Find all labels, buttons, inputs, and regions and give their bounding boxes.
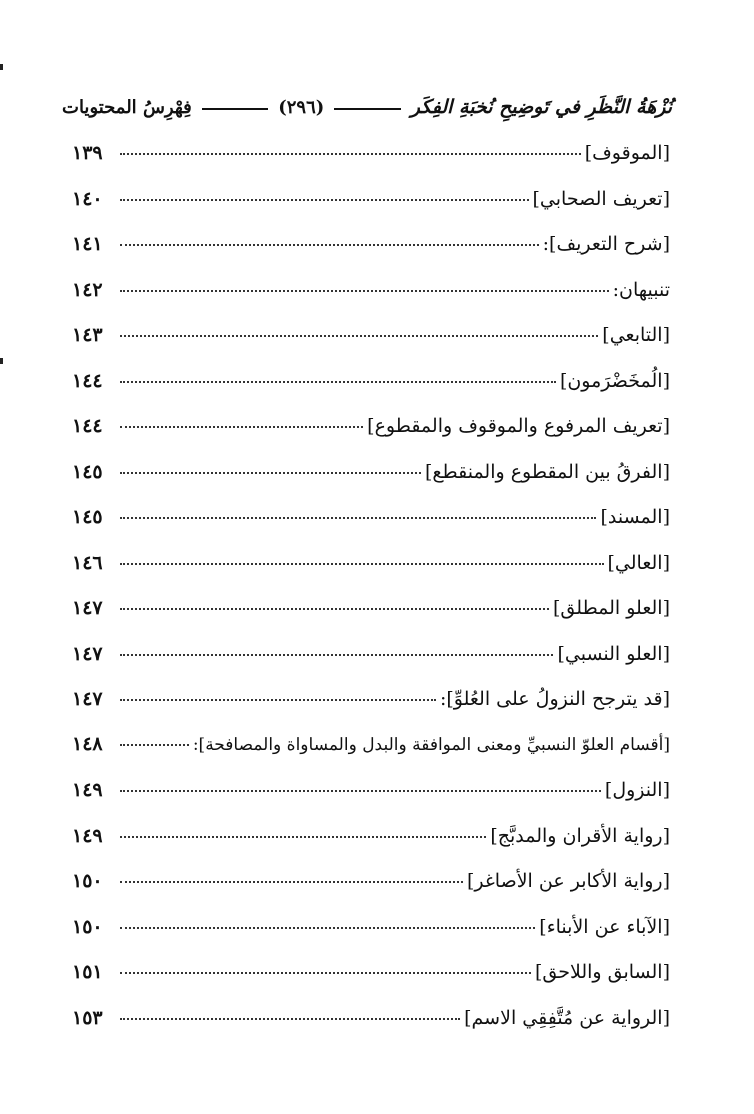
table-of-contents [72, 138, 670, 1048]
toc-entry [72, 1003, 670, 1049]
dot-leader [120, 199, 529, 201]
dot-leader [120, 881, 463, 883]
toc-entry [72, 502, 670, 548]
toc-entry-title: [العلو المطلق] [553, 597, 670, 619]
toc-entry-page: ١٤٥ [72, 506, 103, 528]
toc-entry-title: [الفرقُ بين المقطوع والمنقطع] [424, 460, 670, 483]
toc-entry-title: تنبيهان: [612, 278, 670, 301]
toc-entry-title: [الآباء عن الأبناء] [539, 915, 670, 938]
toc-entry-page: ١٤٢ [72, 278, 103, 301]
scan-edge-mark-top [0, 64, 3, 70]
toc-entry-title: [السابق واللاحق] [535, 961, 670, 983]
toc-entry-title: [العالي] [607, 551, 670, 574]
toc-entry-title: [التابعي] [602, 324, 670, 346]
dot-leader [120, 836, 486, 838]
toc-entry-page: ١٥٣ [72, 1006, 103, 1029]
toc-entry-title: [رواية الأكابر عن الأصاغر] [466, 870, 670, 892]
toc-entry-page: ١٤٤ [72, 369, 103, 392]
toc-entry [72, 957, 670, 1003]
dot-leader [120, 608, 549, 610]
toc-entry-title: [العلو النسبي] [557, 642, 670, 665]
toc-entry [72, 639, 670, 685]
toc-entry [72, 775, 670, 821]
toc-entry-title: [الُمخَضْرَمون] [559, 369, 670, 392]
dot-leader [120, 972, 531, 974]
dot-leader [120, 381, 556, 383]
toc-entry [72, 411, 670, 457]
toc-entry [72, 593, 670, 639]
toc-entry-page: ١٣٩ [72, 142, 103, 164]
toc-entry-page: ١٤٨ [72, 732, 103, 755]
toc-entry [72, 684, 670, 730]
header-book-title: نُزْهَةُ النَّظَرِ في تَوضِيحِ نُخبَةِ الفِكَر [410, 96, 672, 118]
toc-entry [72, 275, 670, 321]
toc-entry [72, 821, 670, 867]
toc-entry [72, 320, 670, 366]
dot-leader [120, 1018, 460, 1020]
dot-leader [120, 335, 598, 337]
toc-entry [72, 366, 670, 412]
toc-entry-title: [تعريف المرفوع والموقوف والمقطوع] [367, 415, 670, 437]
header-index-label: فِهْرِسُ المحتويات [62, 96, 192, 118]
toc-entry-title: [قد يترجح النزولُ على العُلوِّ]: [439, 688, 670, 710]
toc-entry-title: [النزول] [604, 779, 670, 801]
header-rule-left [202, 108, 268, 110]
toc-entry-title: [المسند] [600, 506, 670, 528]
toc-entry-title: [الرواية عن مُتَّفِقِي الاسم] [464, 1006, 670, 1029]
toc-entry [72, 548, 670, 594]
toc-entry-page: ١٤٠ [72, 187, 103, 210]
dot-leader [120, 790, 601, 792]
toc-entry [72, 730, 670, 776]
toc-entry-title: [أقسام العلوّ النسبيِّ ومعنى الموافقة والبدل والمساواة والمصافحة]: [192, 734, 670, 755]
toc-entry-page: ١٤٣ [72, 324, 103, 346]
dot-leader [120, 699, 436, 701]
toc-entry-title: [الموقوف] [584, 142, 670, 164]
toc-entry-page: ١٤٩ [72, 824, 103, 847]
running-header [62, 90, 672, 124]
toc-entry-title: [شرح التعريف]: [542, 233, 670, 255]
toc-entry [72, 457, 670, 503]
toc-entry-page: ١٥٠ [72, 915, 103, 938]
scan-edge-mark-bottom [0, 358, 3, 364]
toc-entry-page: ١٤٩ [72, 779, 103, 801]
dot-leader [120, 563, 604, 565]
toc-entry [72, 866, 670, 912]
toc-entry-page: ١٤٧ [72, 642, 103, 665]
toc-entry-title: [تعريف الصحابي] [532, 187, 670, 210]
toc-entry [72, 138, 670, 184]
toc-entry-page: ١٥١ [72, 961, 103, 983]
toc-entry-page: ١٤٧ [72, 688, 103, 710]
toc-entry-page: ١٥٠ [72, 870, 103, 892]
toc-entry-page: ١٤٦ [72, 551, 103, 574]
dot-leader [120, 472, 421, 474]
dot-leader [120, 654, 553, 656]
toc-entry [72, 912, 670, 958]
toc-entry-title: [رواية الأقران والمدبَّج] [490, 824, 670, 847]
toc-entry-page: ١٤٥ [72, 460, 103, 483]
dot-leader [120, 927, 535, 929]
header-page-number: (٢٩٦) [278, 96, 325, 118]
dot-leader [120, 290, 609, 292]
toc-entry [72, 184, 670, 230]
toc-entry-page: ١٤٤ [72, 415, 103, 437]
dot-leader [120, 517, 596, 519]
toc-entry-page: ١٤١ [72, 233, 103, 255]
dot-leader [120, 153, 581, 155]
toc-entry [72, 229, 670, 275]
dot-leader [120, 244, 539, 246]
toc-entry-page: ١٤٧ [72, 597, 103, 619]
dot-leader [120, 426, 363, 428]
dot-leader [120, 744, 189, 746]
header-rule-right [334, 108, 400, 110]
